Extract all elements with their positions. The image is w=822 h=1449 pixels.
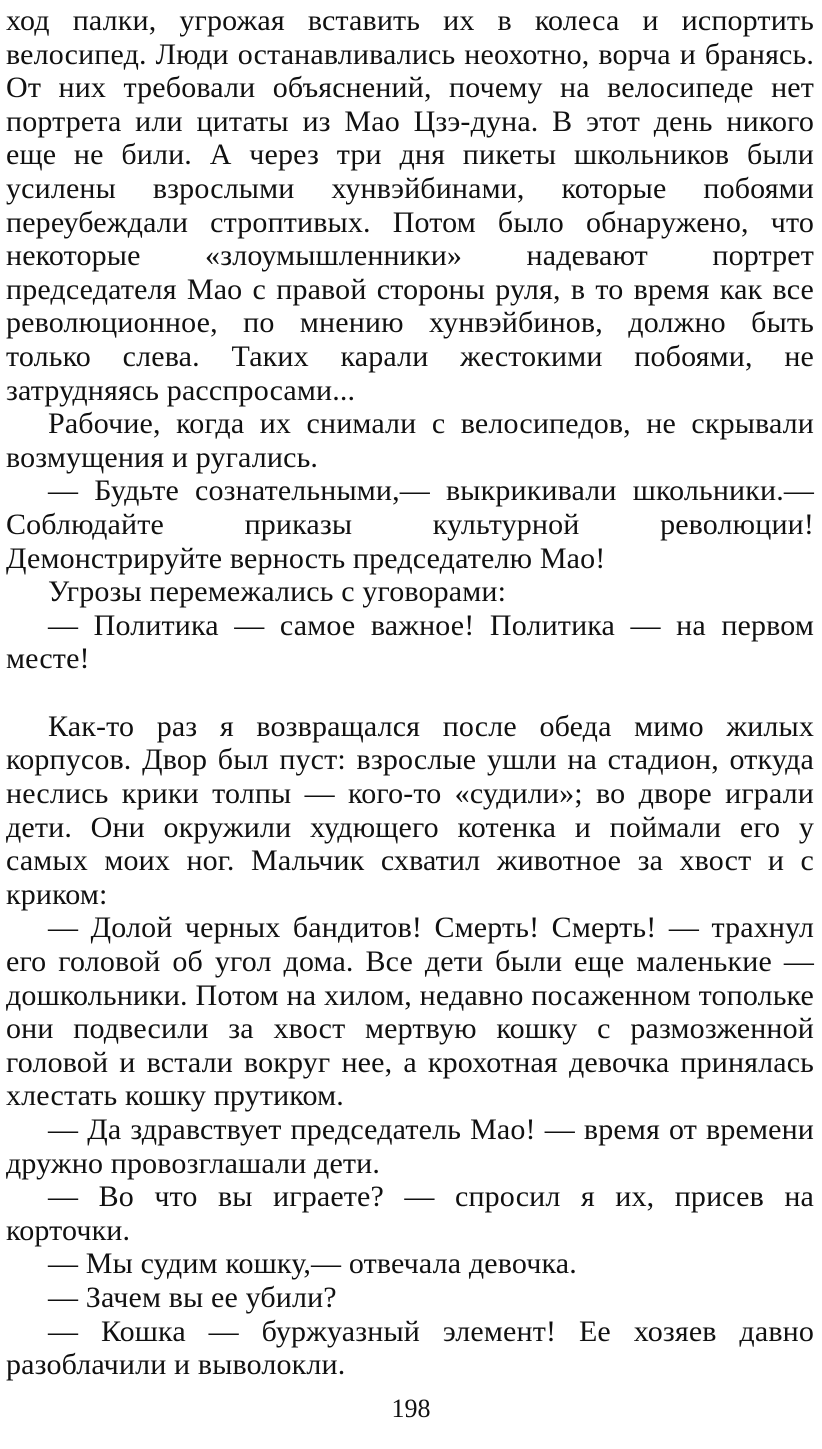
page-number: 198 [391,1394,431,1423]
paragraph-bandits: — Долой черных бандитов! Смерть! Смерть! — трахнул его головой об угол дома. Все дети были еще маленькие — дошкольники. Потом на хилом, недавно посаженном топольке они подвесили за хвост мертвую кошку с размозженной головой и встали вокруг нее, а крохотная девочка принялась хлестать кошку прутиком. [6,911,814,1113]
paragraph-threats: Угрозы перемежались с уговорами: [48,575,507,609]
paragraph-question-game: — Во что вы играете? — спросил я их, присев на корточки. [6,1180,814,1247]
paragraph-long-live: — Да здравствует председатель Мао! — время от времени дружно провозглашали дети. [6,1113,814,1180]
paragraph-bourgeois: — Кошка — буржуазный элемент! Ее хозяев давно разоблачили и выволокли. [6,1314,814,1382]
paragraph-why-killed: — Зачем вы ее убили? [48,1280,337,1314]
paragraph-politics: — Политика — самое важное! Политика — на первом месте! [6,608,814,676]
paragraph-dialogue-students: — Будьте сознательными,— выкрикивали школьники.— Соблюдайте приказы культурной революции! Демонстрируйте верность председателю Мао! [6,474,814,575]
paragraph-courtyard: Как-то раз я возвращался после обеда мимо жилых корпусов. Двор был пуст: взрослые ушли на стадион, откуда неслись крики толпы — кого-то «судили»; во дворе играли дети. Они окружили худющего котенка и поймали его у самых моих ног. Мальчик схватил животное за хвост и с криком: [6,709,814,911]
paragraph-continuation: ход палки, угрожая вставить их в колеса и испортить велосипед. Люди останавливались неохотно, ворча и бранясь. От них требовали объяснений, почему на велосипеде нет портрета или цитаты из Мао Цзэ-дуна. В этот день никого еще не били. А через три дня пикеты школьников были усилены взрослыми хунвэйбинами, которые побоями переубеждали строптивых. Потом было обнаружено, что некоторые «злоумышленники» надевают портрет председателя Мао с правой стороны руля, в то время как все революционное, по мнению хунвэйбинов, должно быть только слева. Таких карали жестокими побоями, не затрудняясь расспросами... [6,4,814,407]
paragraph-judge-cat: — Мы судим кошку,— отвечала девочка. [48,1247,577,1281]
book-page [6,4,814,1445]
paragraph-workers: Рабочие, когда их снимали с велосипедов, не скрывали возмущения и ругались. [6,407,814,474]
